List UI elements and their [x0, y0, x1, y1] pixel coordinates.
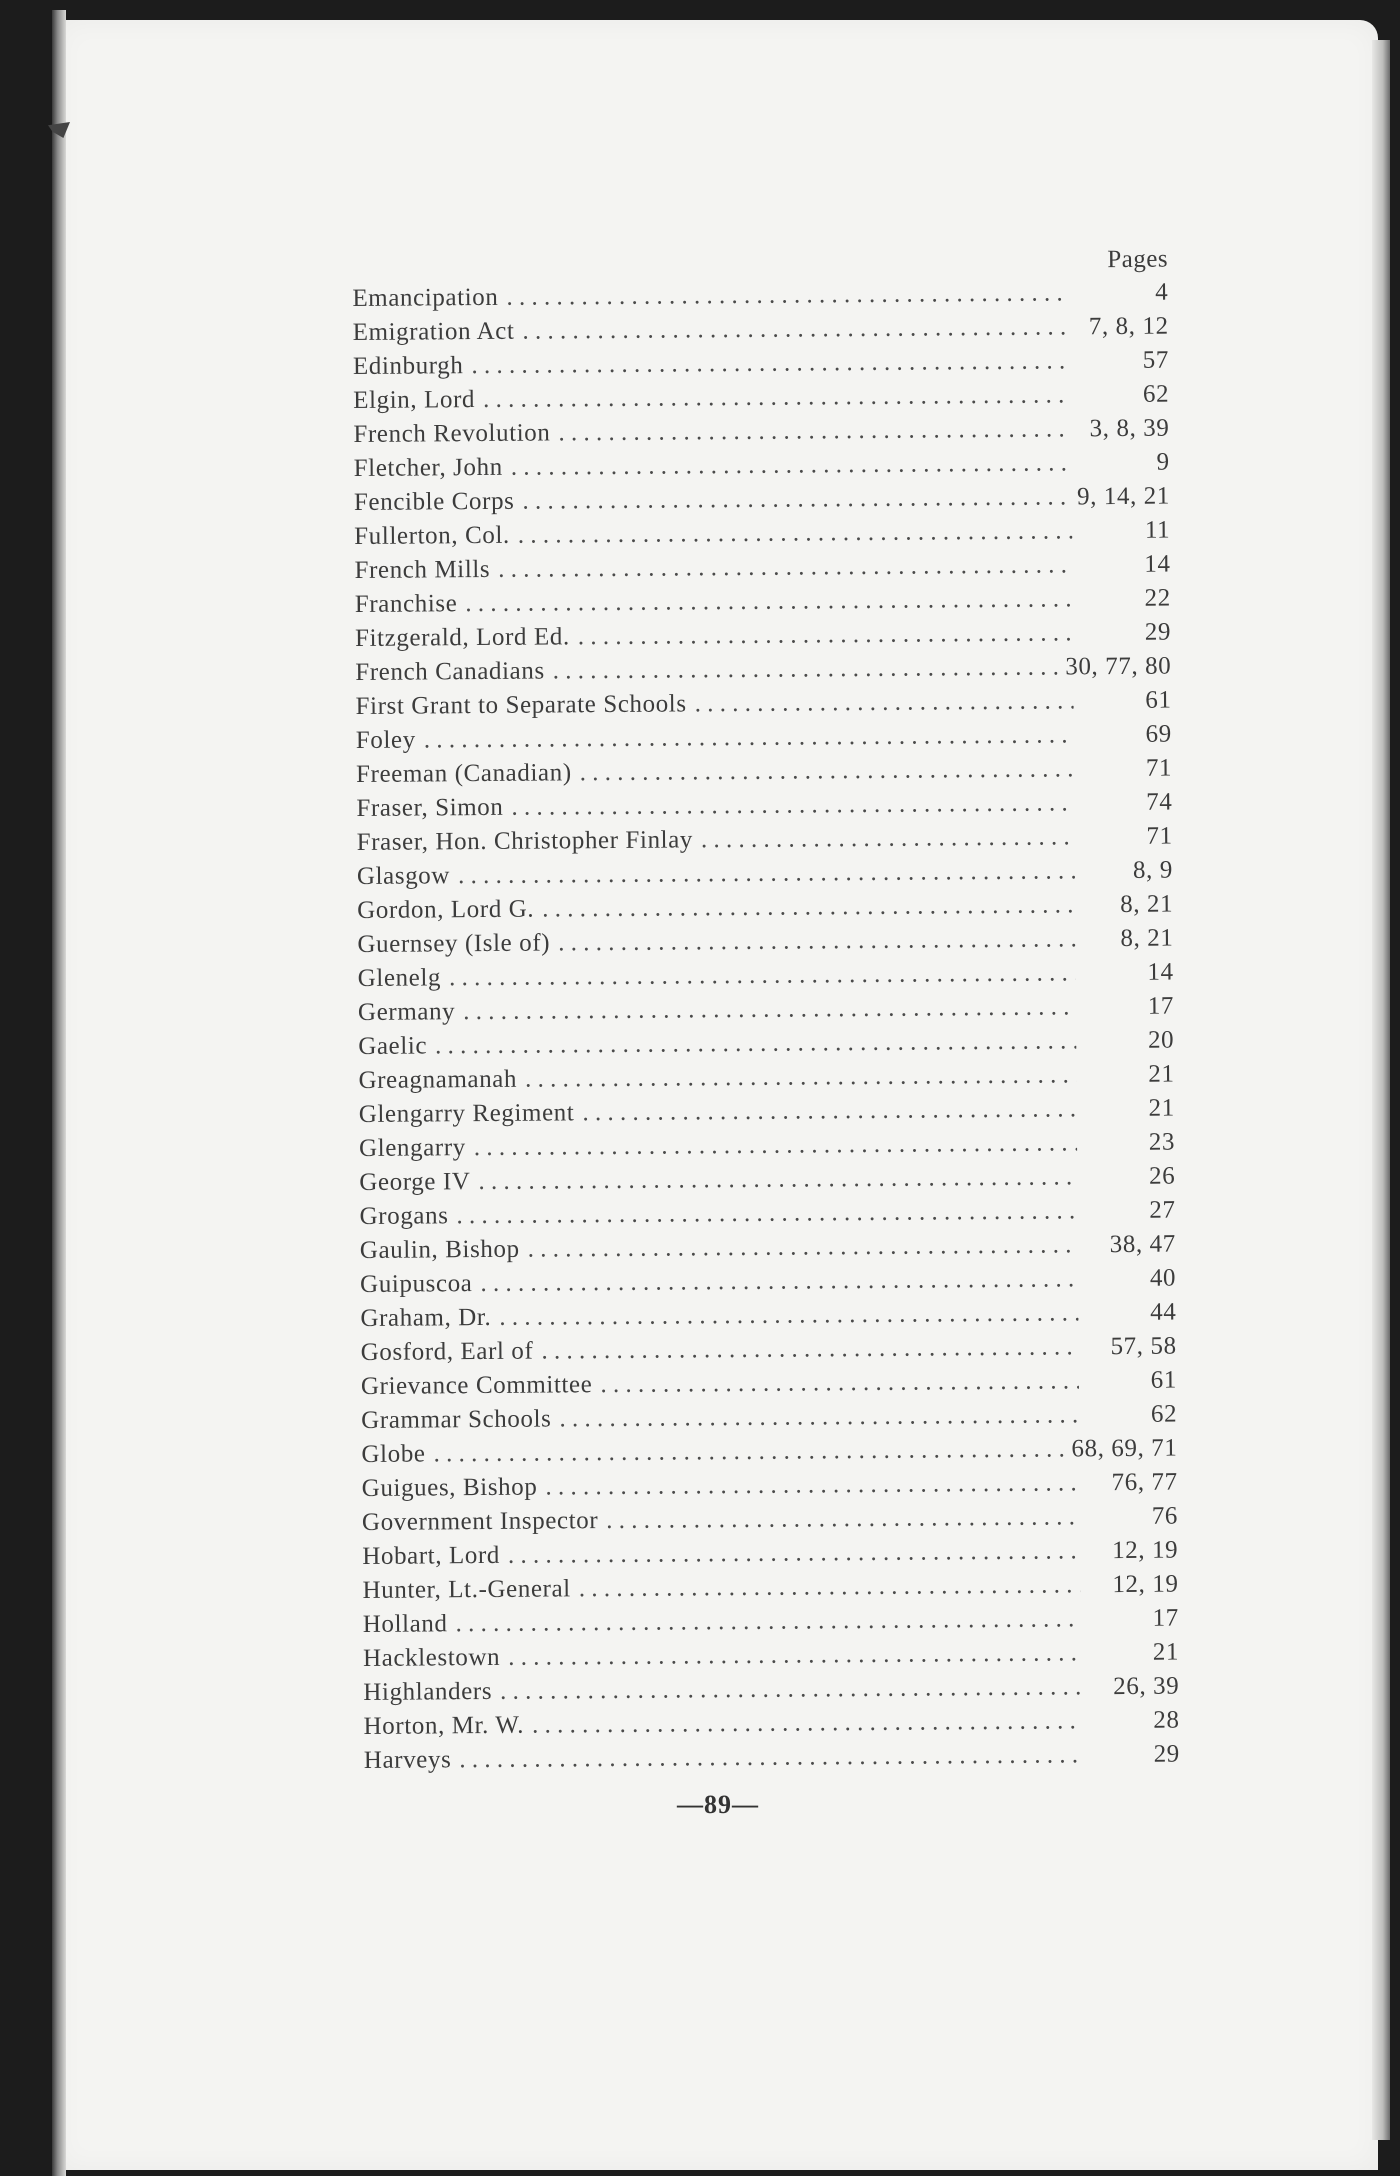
index-term: Emancipation: [352, 283, 499, 312]
index-term: Foley: [355, 726, 416, 754]
dot-leader: [480, 1262, 1078, 1301]
dot-leader: [580, 752, 1075, 790]
index-term: Guigues, Bishop: [361, 1473, 538, 1502]
index-page-numbers: 28: [1153, 1706, 1180, 1734]
index-term: Harveys: [363, 1746, 452, 1774]
index-page-numbers: 8, 9: [1132, 856, 1174, 884]
dot-leader: [511, 446, 1072, 484]
index-page-numbers: 71: [1145, 754, 1173, 782]
index-page-numbers: 57, 58: [1110, 1332, 1177, 1361]
dot-leader: [458, 854, 1075, 893]
index-entry: [364, 1738, 1184, 1778]
index-page-numbers: 29: [1144, 618, 1172, 646]
dot-leader: [463, 990, 1076, 1029]
index-page-numbers: 76, 77: [1111, 1468, 1178, 1497]
index-page-numbers: 29: [1153, 1740, 1180, 1768]
dot-leader: [542, 888, 1075, 926]
dot-leader: [518, 514, 1073, 552]
dot-leader: [558, 412, 1071, 450]
index-page-numbers: 61: [1150, 1366, 1178, 1394]
dot-leader: [558, 922, 1076, 960]
dot-leader: [433, 1432, 1063, 1471]
index-term: Fullerton, Col.: [354, 521, 510, 550]
index-term: Gaelic: [358, 1032, 428, 1060]
index-term: French Revolution: [353, 419, 551, 448]
index-term: George IV: [359, 1168, 471, 1196]
index-page-numbers: 12, 19: [1112, 1570, 1179, 1599]
index-page-numbers: 21: [1152, 1638, 1180, 1666]
index-term: Glengarry: [358, 1134, 466, 1162]
index-term: Glasgow: [356, 862, 451, 890]
dot-leader: [600, 1364, 1079, 1402]
dot-leader: [500, 1670, 1081, 1709]
index-term: Emigration Act: [352, 317, 515, 346]
index-page-numbers: 4: [1155, 278, 1169, 306]
index-page-numbers: 61: [1145, 686, 1172, 714]
index-page-numbers: 69: [1145, 720, 1172, 748]
index-page-numbers: 26: [1148, 1162, 1176, 1190]
page-edge: [1372, 40, 1390, 2140]
index-page-numbers: 44: [1150, 1298, 1177, 1326]
index-page-numbers: 3, 8, 39: [1089, 414, 1170, 443]
index-page-numbers: 21: [1148, 1060, 1175, 1088]
index-page-numbers: 7, 8, 12: [1088, 312, 1169, 341]
index-term: Fletcher, John: [353, 453, 503, 482]
index-page-numbers: 26, 39: [1113, 1672, 1180, 1701]
index-page-numbers: 9, 14, 21: [1076, 482, 1171, 511]
index-term: Franchise: [354, 590, 458, 618]
dot-leader: [525, 1058, 1077, 1096]
index-term: Grammar Schools: [361, 1405, 552, 1434]
dot-leader: [449, 956, 1076, 995]
index-page-numbers: 27: [1149, 1196, 1176, 1224]
index-page-numbers: 22: [1144, 584, 1171, 612]
index-term: Germany: [357, 998, 456, 1026]
index-term: Holland: [362, 1610, 448, 1638]
dot-leader: [545, 1466, 1080, 1504]
index-term: Grogans: [359, 1202, 449, 1230]
index-page-numbers: 12, 19: [1112, 1536, 1179, 1565]
dot-leader: [465, 582, 1073, 621]
index-term: Gosford, Earl of: [360, 1337, 534, 1366]
index-term: Freeman (Canadian): [356, 759, 572, 788]
index-page-numbers: 57: [1142, 346, 1169, 374]
dot-leader: [559, 1398, 1079, 1436]
index-page-numbers: 14: [1144, 550, 1171, 578]
index-term: Grievance Committee: [360, 1371, 593, 1400]
index-page-numbers: 62: [1142, 380, 1170, 408]
dot-leader: [471, 344, 1071, 383]
index-page-numbers: 40: [1149, 1264, 1177, 1292]
index-page-numbers: 11: [1144, 516, 1171, 544]
index-term: Fraser, Hon. Christopher Finlay: [356, 826, 694, 856]
dot-leader: [474, 1126, 1077, 1165]
index-page-numbers: 20: [1147, 1026, 1175, 1054]
index-term: Fraser, Simon: [356, 793, 504, 822]
index-term: First Grant to Separate Schools: [355, 690, 687, 720]
dot-leader: [511, 786, 1074, 824]
index-term: Glenelg: [357, 964, 442, 992]
index-term: French Mills: [354, 555, 491, 584]
dot-leader: [455, 1602, 1080, 1641]
index-term: Gaulin, Bishop: [359, 1235, 520, 1264]
book-spine: [52, 10, 66, 2176]
dot-leader: [499, 1296, 1078, 1335]
dot-leader: [424, 718, 1074, 757]
dot-leader: [701, 820, 1075, 857]
index-page-numbers: 17: [1152, 1604, 1179, 1632]
index-term: Hacklestown: [362, 1643, 501, 1672]
index-page-numbers: 38, 47: [1109, 1230, 1176, 1259]
index-term: Fencible Corps: [353, 487, 515, 516]
dot-leader: [506, 276, 1070, 314]
index-page-numbers: 30, 77, 80: [1065, 652, 1172, 681]
index-page-numbers: 21: [1148, 1094, 1175, 1122]
dot-leader: [578, 616, 1074, 654]
dot-leader: [582, 1092, 1077, 1130]
index-term: Glengarry Regiment: [358, 1099, 575, 1128]
dot-leader: [522, 310, 1070, 348]
index-page-numbers: 14: [1147, 958, 1174, 986]
dot-leader: [532, 1704, 1082, 1742]
index-page-numbers: 62: [1150, 1400, 1178, 1428]
dot-leader: [695, 684, 1074, 721]
dot-leader: [579, 1568, 1081, 1606]
index-term: Edinburgh: [352, 352, 464, 380]
dot-leader: [483, 378, 1071, 417]
index-page-numbers: 76: [1151, 1502, 1179, 1530]
dot-leader: [478, 1160, 1077, 1199]
index-term: Graham, Dr.: [360, 1303, 492, 1332]
dot-leader: [522, 480, 1069, 518]
index-term: French Canadians: [355, 657, 545, 686]
index-term: Guernsey (Isle of): [357, 929, 551, 958]
index-term: Guipuscoa: [360, 1270, 473, 1298]
index-page-numbers: 68, 69, 71: [1071, 1434, 1178, 1463]
index-term: Elgin, Lord: [353, 386, 476, 414]
dot-leader: [553, 650, 1058, 688]
index-term: Highlanders: [363, 1677, 493, 1706]
pages-column-heading: Pages: [1107, 245, 1169, 274]
index-entries: [352, 276, 1184, 1778]
index-page-numbers: 17: [1147, 992, 1175, 1020]
index-list: [352, 244, 1184, 1778]
index-page-numbers: 23: [1148, 1128, 1176, 1156]
index-page-numbers: 8, 21: [1120, 924, 1174, 952]
index-term: Gordon, Lord G.: [357, 895, 535, 924]
dot-leader: [541, 1330, 1079, 1368]
index-term: Horton, Mr. W.: [363, 1711, 525, 1740]
dot-leader: [435, 1024, 1076, 1063]
book-page: [58, 20, 1378, 2170]
dot-leader: [508, 1534, 1081, 1572]
index-term: Government Inspector: [361, 1507, 599, 1536]
dot-leader: [456, 1194, 1077, 1233]
index-page-numbers: 8, 21: [1120, 890, 1174, 918]
dot-leader: [508, 1636, 1081, 1674]
page-number: —89—: [677, 1790, 759, 1819]
dot-leader: [528, 1228, 1078, 1266]
index-term: Globe: [361, 1440, 426, 1468]
index-term: Greagnamanah: [358, 1065, 518, 1094]
index-term: Hunter, Lt.-General: [362, 1575, 571, 1604]
dot-leader: [459, 1738, 1082, 1777]
dot-leader: [498, 548, 1073, 587]
index-page-numbers: 74: [1146, 788, 1173, 816]
index-page-numbers: 71: [1146, 822, 1173, 850]
index-page-numbers: 9: [1156, 448, 1170, 476]
dot-leader: [606, 1500, 1080, 1538]
index-term: Fitzgerald, Lord Ed.: [354, 623, 570, 652]
index-term: Hobart, Lord: [362, 1541, 501, 1570]
